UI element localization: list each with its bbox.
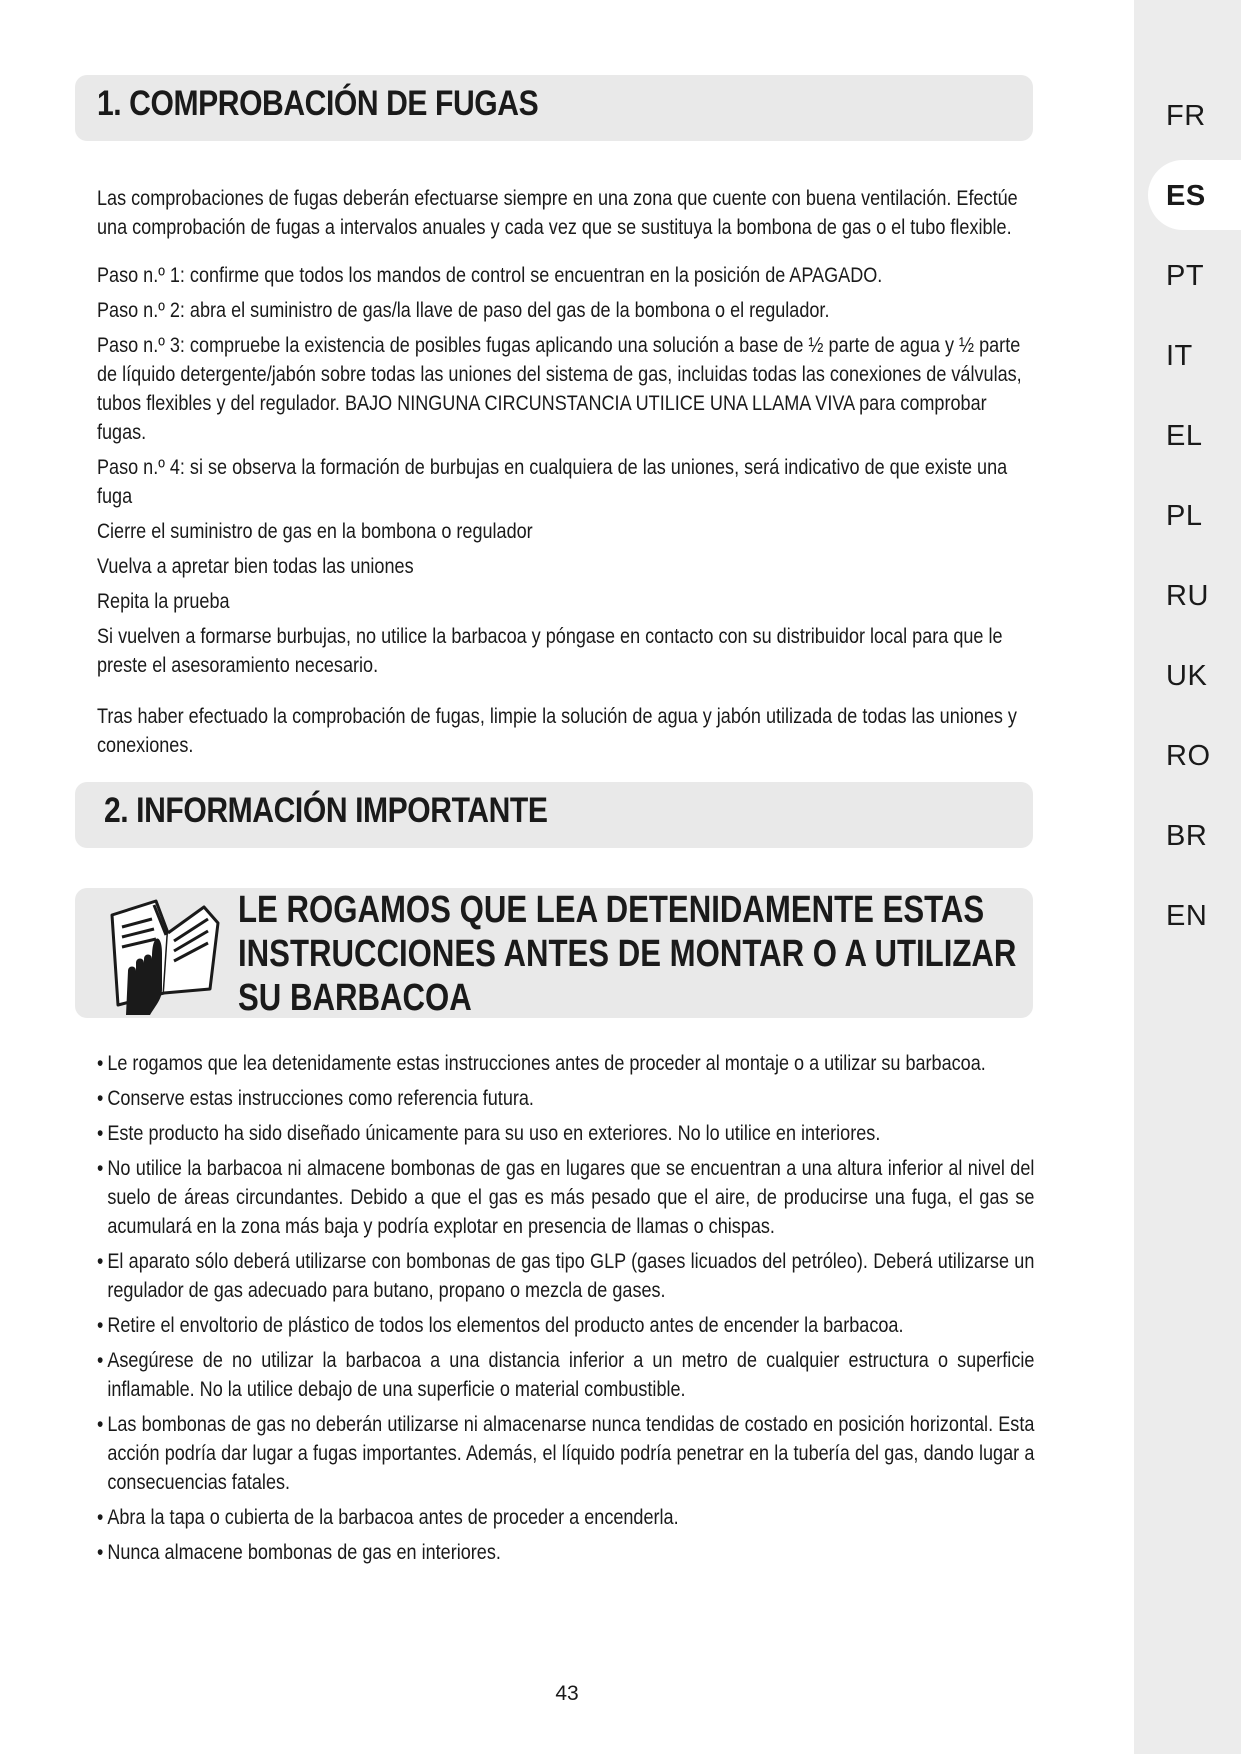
language-tab-uk[interactable]: UK bbox=[1166, 660, 1208, 692]
warning-line-2: INSTRUCCIONES ANTES DE MONTAR O A UTILIZAR bbox=[238, 933, 1017, 975]
bullet-item: • Retire el envoltorio de plástico de todos los elementos del producto antes de encender la barbacoa. bbox=[97, 1311, 1034, 1340]
language-tab-pt[interactable]: PT bbox=[1166, 260, 1205, 292]
step-contact-dealer: Si vuelven a formarse burbujas, no utilice la barbacoa y póngase en contacto con su distribuidor local para que le preste el asesoramiento necesario. bbox=[97, 625, 1003, 677]
step-tighten: Vuelva a apretar bien todas las uniones bbox=[97, 555, 414, 578]
section1-title: 1. COMPROBACIÓN DE FUGAS bbox=[97, 84, 539, 123]
bullet-item: • Abra la tapa o cubierta de la barbacoa antes de proceder a encenderla. bbox=[97, 1503, 1034, 1532]
bullet-item: • Le rogamos que lea detenidamente estas instrucciones antes de proceder al montaje o a utilizar su barbacoa. bbox=[97, 1049, 1034, 1078]
read-manual-icon bbox=[104, 893, 222, 1015]
step-repeat: Repita la prueba bbox=[97, 590, 230, 613]
language-tab-ru[interactable]: RU bbox=[1166, 580, 1209, 612]
bullet-item: • No utilice la barbacoa ni almacene bombonas de gas en lugares que se encuentran a una altura inferior al nivel del suelo de áreas circundantes. Debido a que el gas es más pesado que el aire, de producirse una fuga, el gas se acumulará en la zona más baja y podría explotar en presencia de llamas o chispas. bbox=[97, 1154, 1034, 1241]
safety-bullet-list bbox=[97, 1049, 1034, 1573]
bullet-item: • Nunca almacene bombonas de gas en interiores. bbox=[97, 1538, 1034, 1567]
warning-line-1: LE ROGAMOS QUE LEA DETENIDAMENTE ESTAS bbox=[238, 889, 985, 931]
section1-closing: Tras haber efectuado la comprobación de fugas, limpie la solución de agua y jabón utilizada de todas las uniones y conexiones. bbox=[97, 705, 1017, 757]
warning-title bbox=[238, 888, 1016, 1020]
step-4: Paso n.º 4: si se observa la formación de burbujas en cualquiera de las uniones, será indicativo de que existe una fuga bbox=[97, 456, 1008, 508]
bullet-item: • Las bombonas de gas no deberán utilizarse ni almacenarse nunca tendidas de costado en posición horizontal. Esta acción podría dar lugar a fugas importantes. Además, el líquido podría penetrar en la tubería del gas, dando lugar a consecuencias fatales. bbox=[97, 1410, 1034, 1497]
language-tab-br[interactable]: BR bbox=[1166, 820, 1208, 852]
bullet-item: • El aparato sólo deberá utilizarse con bombonas de gas tipo GLP (gases licuados del petróleo). Deberá utilizarse un regulador de gas adecuado para butano, propano o mezcla de gases. bbox=[97, 1247, 1034, 1305]
bullet-item: • Este producto ha sido diseñado únicamente para su uso en exteriores. No lo utilice en interiores. bbox=[97, 1119, 1034, 1148]
page-number: 43 bbox=[555, 1682, 579, 1705]
section2-title: 2. INFORMACIÓN IMPORTANTE bbox=[104, 791, 548, 830]
language-tab-el[interactable]: EL bbox=[1166, 420, 1203, 452]
language-tab-it[interactable]: IT bbox=[1166, 340, 1193, 372]
bullet-item: • Conserve estas instrucciones como referencia futura. bbox=[97, 1084, 1034, 1113]
language-tab-en[interactable]: EN bbox=[1166, 900, 1208, 932]
language-tab-ro[interactable]: RO bbox=[1166, 740, 1211, 772]
section1-intro: Las comprobaciones de fugas deberán efectuarse siempre en una zona que cuente con buena ventilación. Efectúe una comprobación de fugas a intervalos anuales y cada vez que se sustituya la bombona de gas o el tubo flexible. bbox=[97, 187, 1018, 239]
section1-body bbox=[97, 184, 1034, 760]
language-tab-pl[interactable]: PL bbox=[1166, 500, 1203, 532]
language-tab-es[interactable]: ES bbox=[1166, 180, 1206, 212]
language-tab-fr[interactable]: FR bbox=[1166, 100, 1206, 132]
step-1: Paso n.º 1: confirme que todos los mandos de control se encuentran en la posición de APAGADO. bbox=[97, 264, 883, 287]
step-2: Paso n.º 2: abra el suministro de gas/la llave de paso del gas de la bombona o el regulador. bbox=[97, 299, 830, 322]
step-close-supply: Cierre el suministro de gas en la bombona o regulador bbox=[97, 520, 533, 543]
warning-line-3: SU BARBACOA bbox=[238, 977, 472, 1019]
bullet-item: • Asegúrese de no utilizar la barbacoa a una distancia inferior a un metro de cualquier estructura o superficie inflamable. No la utilice debajo de una superficie o material combustible. bbox=[97, 1346, 1034, 1404]
step-3: Paso n.º 3: compruebe la existencia de posibles fugas aplicando una solución a base de ½ parte de agua y ½ parte de líquido detergente/jabón sobre todas las uniones del sistema de gas, incluidas todas las conexiones de válvulas, tubos flexibles y del regulador. BAJO NINGUNA CIRCUNSTANCIA UTILICE UNA LLAMA VIVA para comprobar fugas. bbox=[97, 334, 1022, 444]
